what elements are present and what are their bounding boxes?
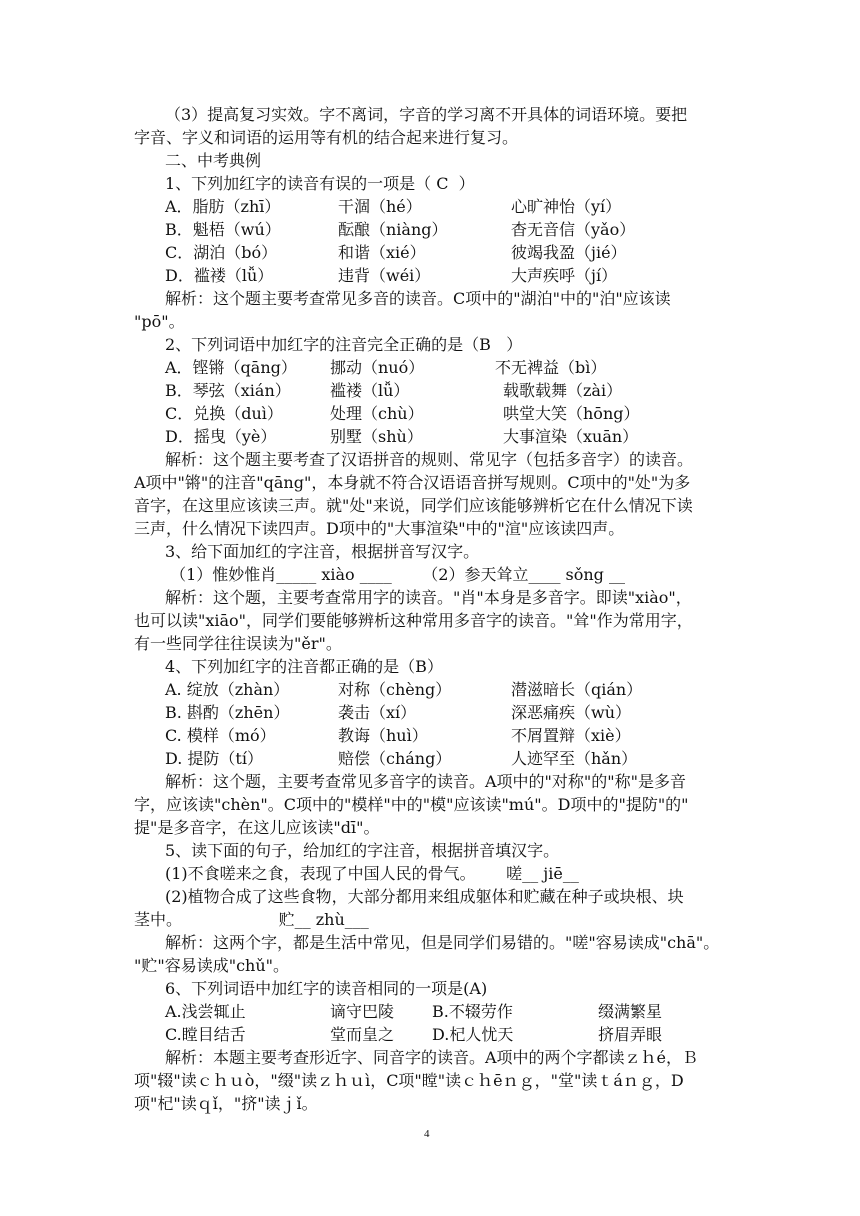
q1-a-2: 干涸（hé） — [338, 197, 422, 216]
q1-b-2: 酝酿（niàng） — [338, 220, 448, 239]
q1-d-1: D．褴褛（lǚ） — [165, 266, 274, 285]
q3-items: （1）惟妙惟肖_____ xiào ____ （2）参天耸立____ sǒng __ — [165, 565, 626, 584]
q2-b-3: 载歌载舞（zài） — [503, 381, 623, 400]
q6-row2-3: D.杞人忧天 — [432, 1025, 514, 1044]
q6-row1-2: 谪守巴陵 — [330, 1002, 395, 1021]
q3-analysis-1: 解析：这个题，主要考查常用字的读音。"肖"本身是多音字。即读"xiào"， — [165, 588, 692, 607]
section-title: 二、中考典例 — [165, 151, 262, 170]
q1-a-1: A．脂肪（zhī） — [165, 197, 281, 216]
page-number: 4 — [424, 1128, 430, 1140]
q2-c-2: 处理（chù） — [330, 404, 424, 423]
q2-a-2: 挪动（nuó） — [330, 358, 425, 377]
q4-a-2: 对称（chèng） — [338, 680, 452, 699]
q2-stem: 2、下列词语中加红字的注音完全正确的是（B ） — [165, 335, 523, 354]
q1-c-1: C．湖泊（bó） — [165, 243, 278, 262]
q5-analysis-1: 解析：这两个字，都是生活中常见，但是同学们易错的。"嗟"容易读成"chā"。 — [165, 933, 720, 952]
q1-d-3: 大声疾呼（jí） — [511, 266, 618, 285]
q6-analysis-3: 项"杞"读ｑǐ，"挤"读ｊǐ。 — [134, 1094, 318, 1113]
q4-stem: 4、下列加红字的注音都正确的是（B） — [165, 657, 443, 676]
q4-b-1: B. 斟酌（zhēn） — [165, 703, 290, 722]
q3-analysis-3: 有一些同学往往误读为"ěr"。 — [134, 634, 342, 653]
q5-sentence-1: (1)不食嗟来之食，表现了中国人民的骨气。 嗟__ jiē__ — [165, 864, 579, 883]
q2-analysis-4: 三声，什么情况下读四声。D项中的"大事渲染"中的"渲"应该读四声。 — [134, 519, 625, 538]
q1-b-1: B．魁梧（wú） — [165, 220, 281, 239]
q6-row2-4: 挤眉弄眼 — [598, 1025, 663, 1044]
q4-c-3: 不屑置辩（xiè） — [511, 726, 631, 745]
q6-analysis-2: 项"辍"读ｃｈｕò，"缀"读ｚｈｕì，C项"瞠"读ｃｈēｎｇ，"堂"读ｔáｎｇ，D — [134, 1071, 684, 1090]
q2-c-3: 哄堂大笑（hōng） — [503, 404, 640, 423]
intro-line-1: （3）提高复习实效。字不离词，字音的学习离不开具体的词语环境。要把 — [165, 105, 688, 124]
q6-row1-1: A.浅尝辄止 — [165, 1002, 246, 1021]
q4-c-1: C. 模样（mó） — [165, 726, 276, 745]
q1-d-2: 违背（wéi） — [338, 266, 431, 285]
q5-analysis-2: "贮"容易读成"chǔ"。 — [134, 956, 290, 975]
q4-b-2: 袭击（xí） — [338, 703, 417, 722]
q1-analysis-2: "pō"。 — [134, 312, 185, 331]
q5-sentence-2a: (2)植物合成了这些食物，大部分都用来组成躯体和贮藏在种子或块根、块 — [165, 887, 684, 906]
q3-analysis-2: 也可以读"xiāo"，同学们要能够辨析这种常用多音字的读音。"耸"作为常用字， — [134, 611, 693, 630]
q4-b-3: 深恶痛疾（wù） — [511, 703, 632, 722]
q3-stem: 3、给下面加红的字注音，根据拼音写汉字。 — [165, 542, 480, 561]
q6-row2-1: C.瞠目结舌 — [165, 1025, 246, 1044]
q4-d-3: 人迹罕至（hǎn） — [511, 749, 638, 768]
q1-c-2: 和谐（xié） — [338, 243, 426, 262]
q4-analysis-1: 解析：这个题，主要考查常见多音字的读音。A项中的"对称"的"称"是多音 — [165, 772, 686, 791]
q4-d-1: D. 提防（tí） — [165, 749, 263, 768]
q6-row1-4: 缀满繁星 — [598, 1002, 663, 1021]
q4-a-1: A. 绽放（zhàn） — [165, 680, 290, 699]
q2-b-1: B．琴弦（xián） — [165, 381, 291, 400]
q1-stem: 1、下列加红字的读音有误的一项是（ C ） — [165, 174, 475, 193]
q4-analysis-3: 提"是多音字，在这儿应该读"dī"。 — [134, 818, 380, 837]
q2-analysis-1: 解析：这个题主要考查了汉语拼音的规则、常见字（包括多音字）的读音。 — [165, 450, 694, 469]
q6-row2-2: 堂而皇之 — [330, 1025, 395, 1044]
q4-c-2: 教诲（huì） — [338, 726, 428, 745]
q2-analysis-2: A项中"锵"的注音"qāng"，本身就不符合汉语语音拼写规则。C项中的"处"为多 — [134, 473, 691, 492]
q1-c-3: 彼竭我盈（jié） — [511, 243, 627, 262]
q4-d-2: 赔偿（cháng） — [338, 749, 452, 768]
q2-b-2: 褴褛（lǚ） — [330, 381, 410, 400]
intro-line-2: 字音、字义和词语的运用等有机的结合起来进行复习。 — [134, 128, 519, 147]
q2-a-3: 不无裨益（bì） — [495, 358, 607, 377]
q1-analysis-1: 解析：这个题主要考查常见多音的读音。C项中的"湖泊"中的"泊"应该读 — [165, 289, 671, 308]
q5-sentence-2b: 茎中。 贮__ zhù___ — [134, 910, 369, 929]
q4-a-3: 潜滋暗长（qián） — [511, 680, 643, 699]
q2-d-1: D．摇曳（yè） — [165, 427, 277, 446]
q4-analysis-2: 字，应该读"chèn"。C项中的"模样"中的"模"应该读"mú"。D项中的"提防"的" — [134, 795, 689, 814]
q2-c-1: C．兑换（duì） — [165, 404, 283, 423]
q2-a-1: A．铿锵（qāng） — [165, 358, 297, 377]
q1-b-3: 杳无音信（yǎo） — [511, 220, 636, 239]
q5-stem: 5、读下面的句子，给加红的字注音，根据拼音填汉字。 — [165, 841, 560, 860]
q6-row1-3: B.不辍劳作 — [432, 1002, 513, 1021]
q6-stem: 6、下列词语中加红字的读音相同的一项是(A) — [165, 979, 488, 998]
q2-d-3: 大事渲染（xuān） — [503, 427, 639, 446]
q6-analysis-1: 解析：本题主要考查形近字、同音字的读音。A项中的两个字都读ｚｈé，Ｂ — [165, 1048, 699, 1067]
q2-d-2: 别墅（shù） — [330, 427, 423, 446]
q1-a-3: 心旷神怡（yí） — [511, 197, 622, 216]
q2-analysis-3: 音字，在这里应该读三声。就"处"来说，同学们应该能够辨析它在什么情况下读 — [134, 496, 693, 515]
